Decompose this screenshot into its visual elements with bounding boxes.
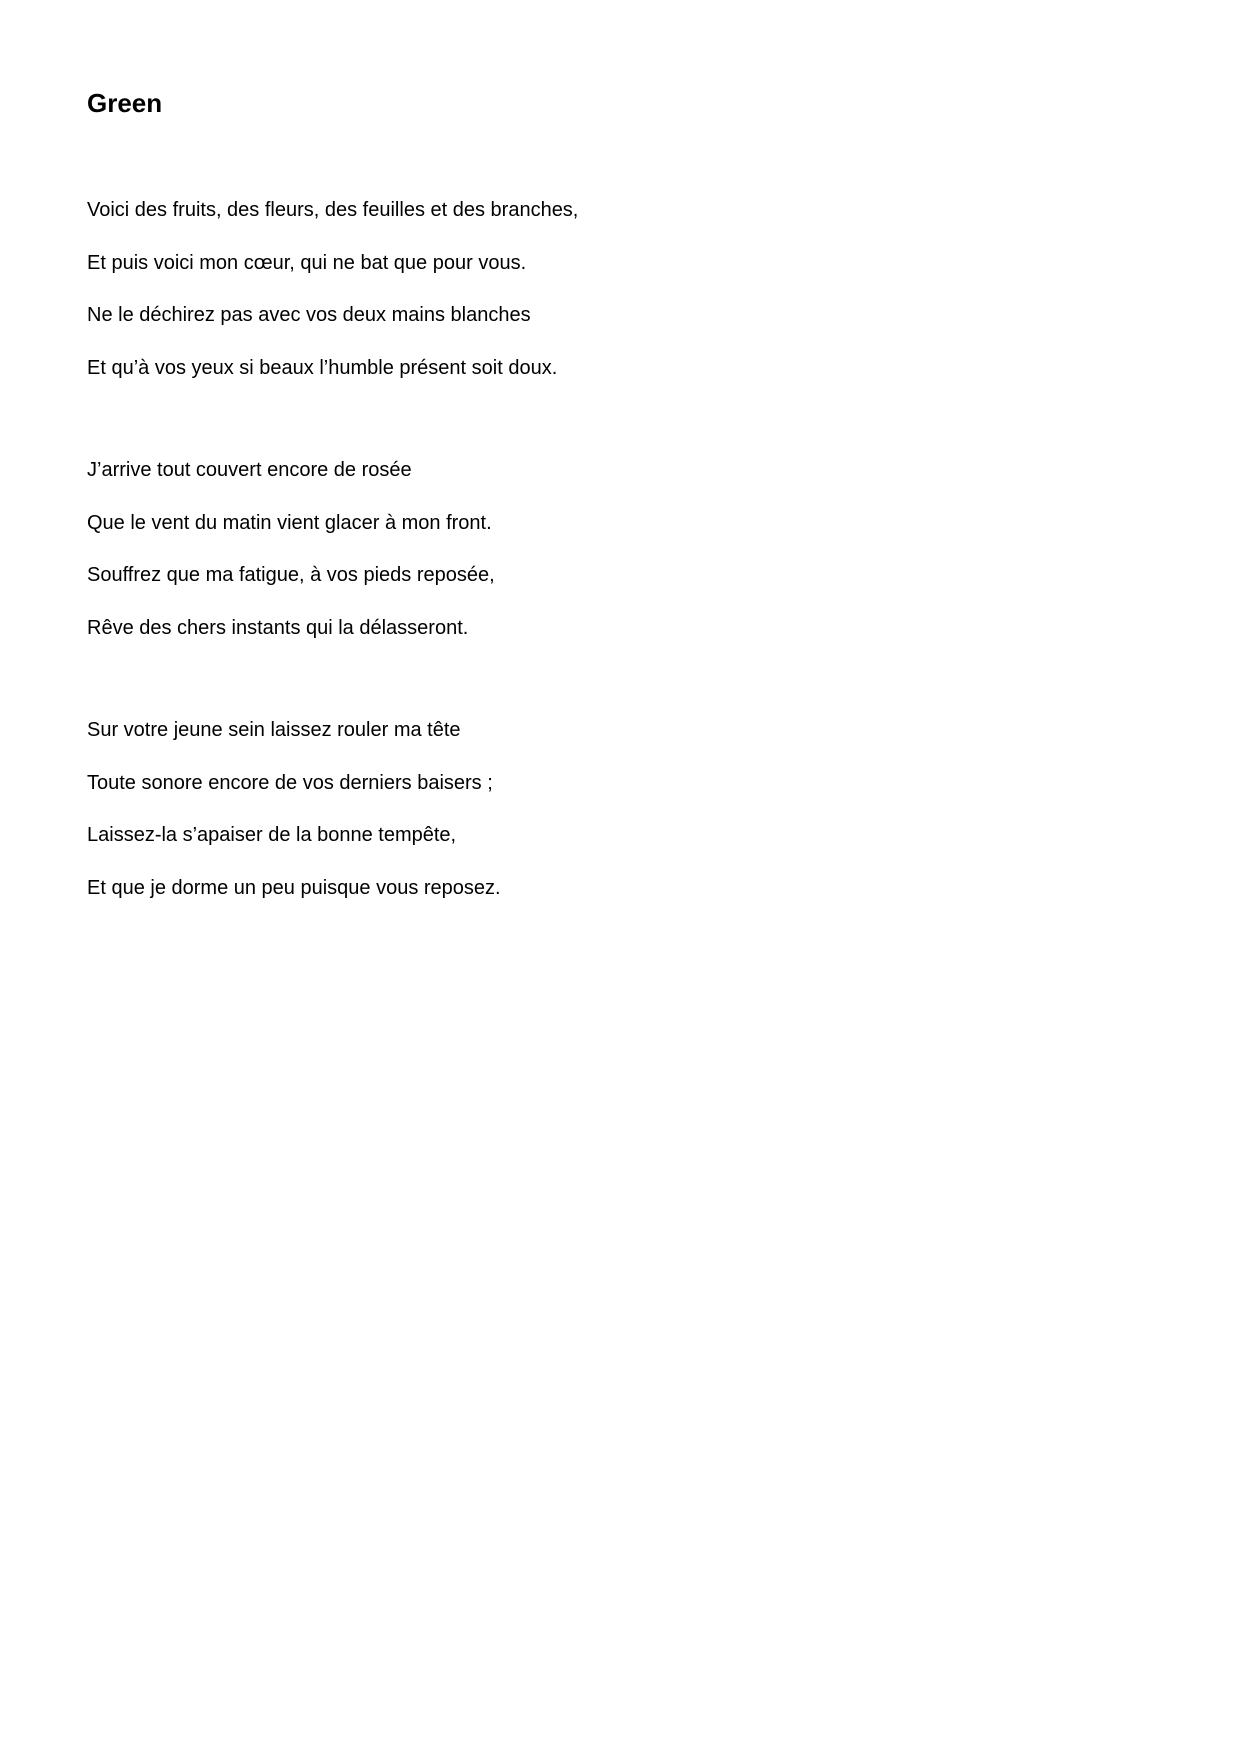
verse-line: Sur votre jeune sein laissez rouler ma tête xyxy=(87,719,461,741)
verse-line: Souffrez que ma fatigue, à vos pieds reposée, xyxy=(87,564,495,586)
verse-line: Rêve des chers instants qui la délasseront. xyxy=(87,616,469,639)
verse-line: Ne le déchirez pas avec vos deux mains blanches xyxy=(87,304,531,326)
verse-line: Laissez-la s’apaiser de la bonne tempête, xyxy=(87,824,457,846)
verse-line: Et que je dorme un peu puisque vous reposez. xyxy=(87,876,501,899)
verse-line: Et qu’à vos yeux si beaux l’humble présent soit doux. xyxy=(87,356,558,379)
verse-line: Que le vent du matin vient glacer à mon front. xyxy=(87,511,492,534)
poem-title: Green xyxy=(87,88,163,118)
verse-line: Toute sonore encore de vos derniers baisers ; xyxy=(87,771,493,794)
verse-line: Et puis voici mon cœur, qui ne bat que pour vous. xyxy=(87,251,527,274)
verse-line: Voici des fruits, des fleurs, des feuilles et des branches, xyxy=(87,199,579,221)
stanza-2 xyxy=(87,456,495,642)
verse-line: J’arrive tout couvert encore de rosée xyxy=(87,459,412,481)
stanza-3 xyxy=(87,716,501,902)
stanza-1 xyxy=(87,196,578,382)
